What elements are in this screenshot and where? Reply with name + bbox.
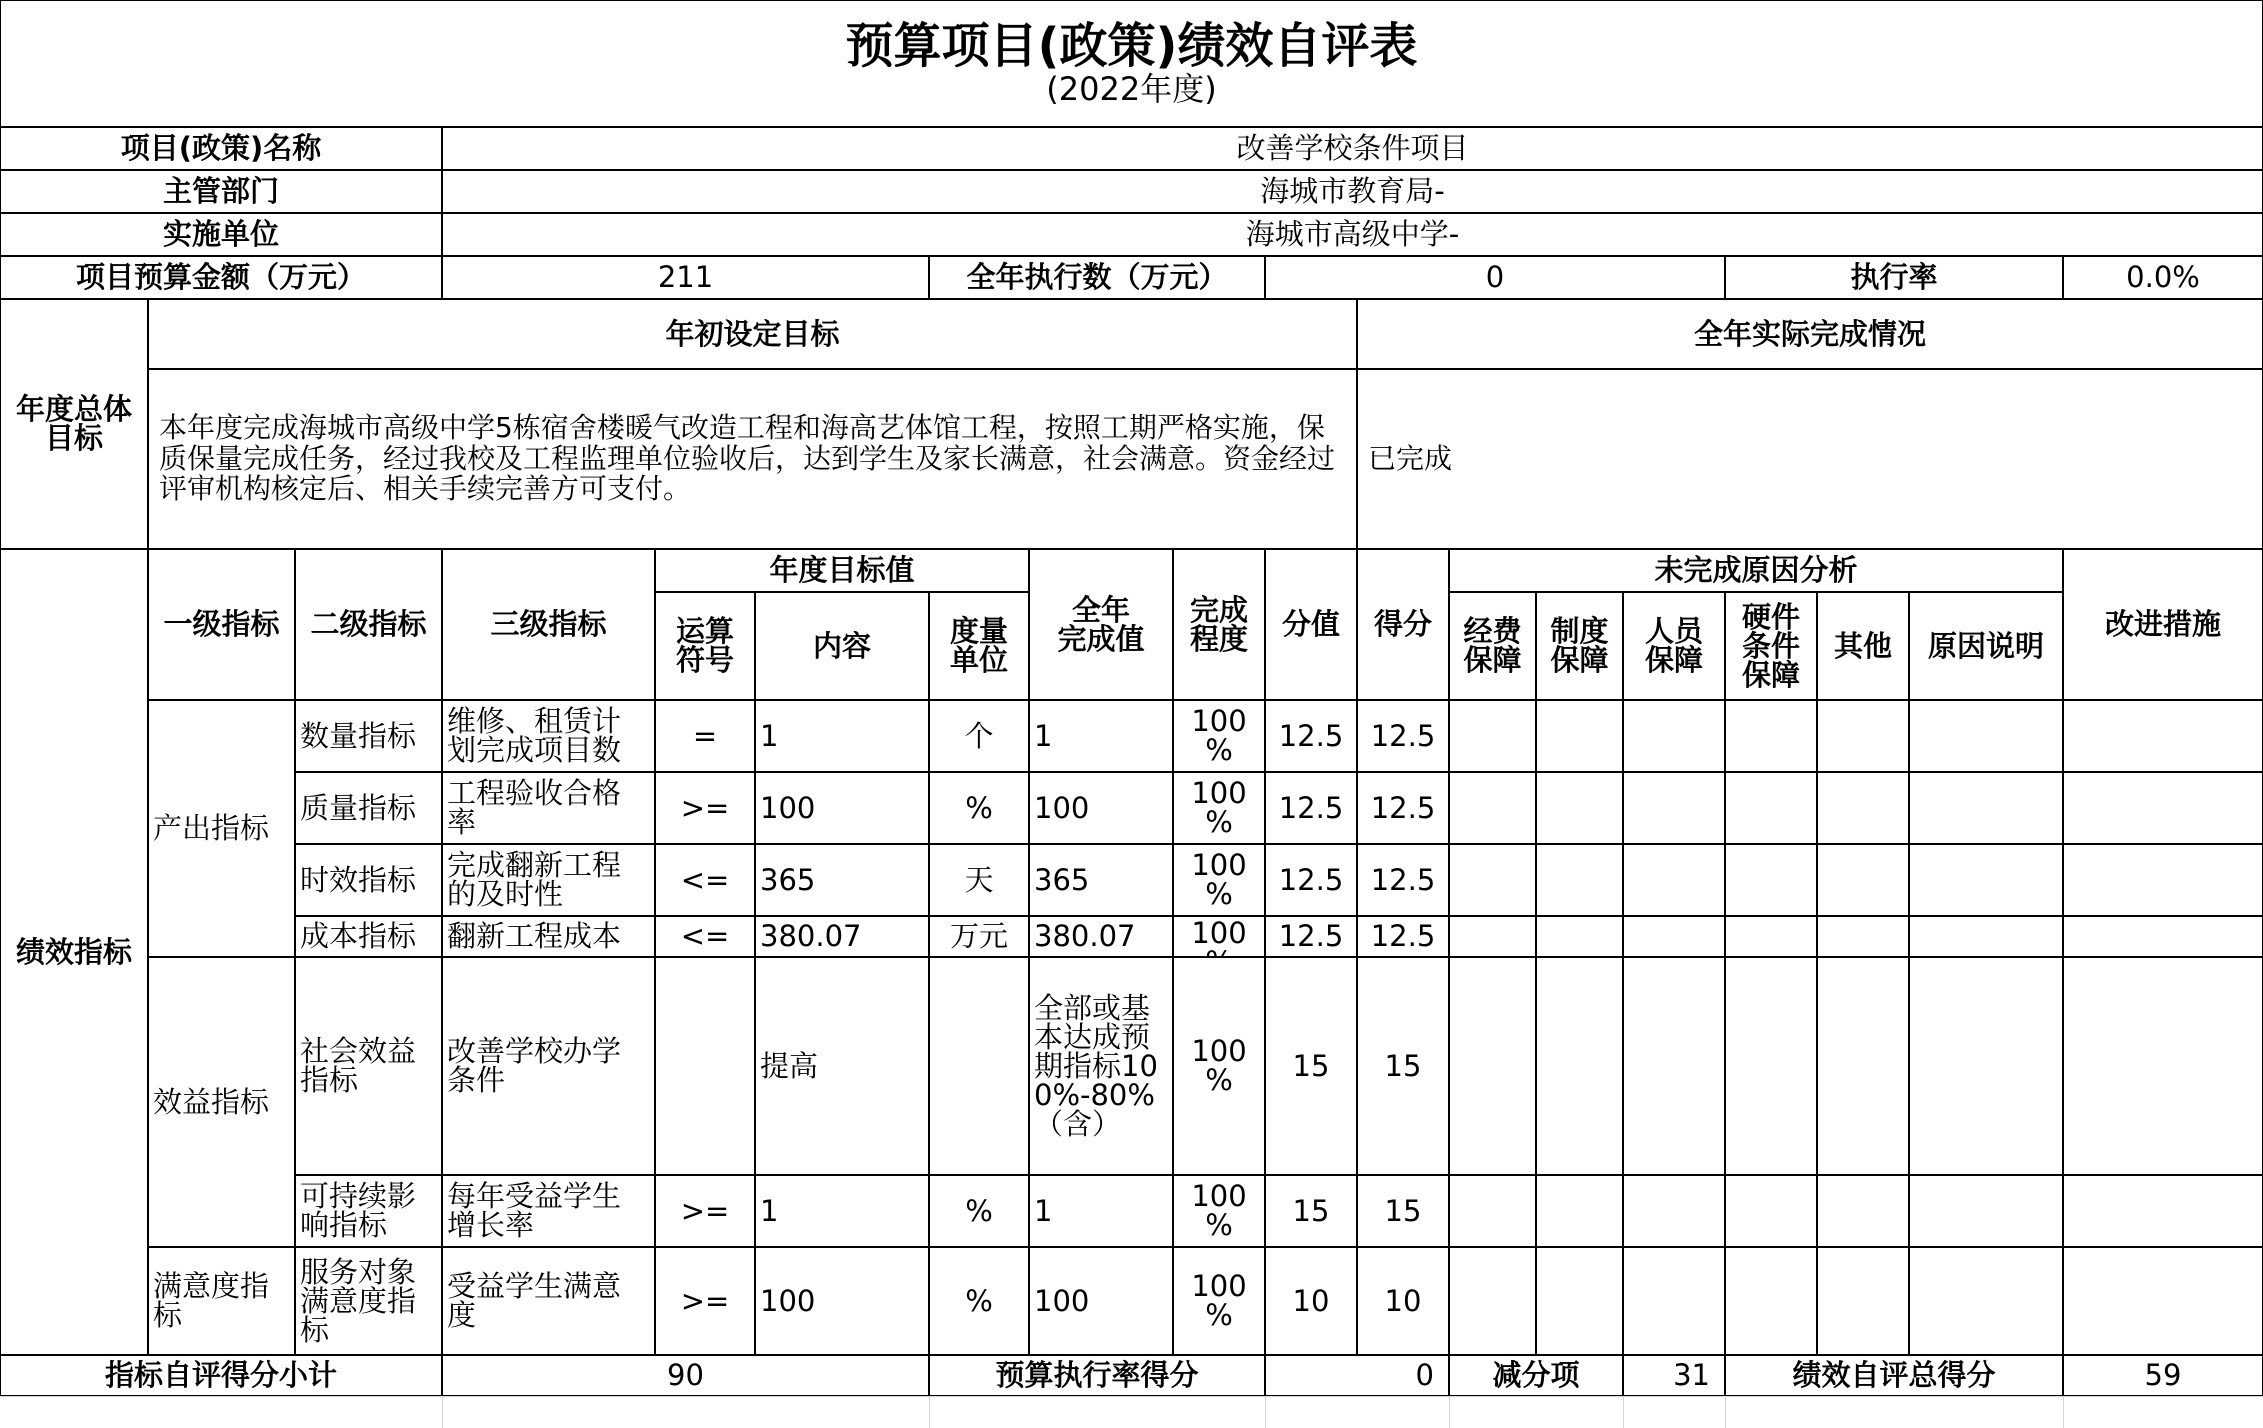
cell-value[interactable]: 15 bbox=[1265, 1175, 1357, 1247]
cell-l3[interactable]: 工程验收合格 率 bbox=[442, 772, 655, 844]
cell-l3[interactable]: 受益学生满意 度 bbox=[442, 1247, 655, 1355]
cell-reason-system[interactable] bbox=[1536, 1175, 1623, 1247]
cell-reason-other[interactable] bbox=[1817, 700, 1909, 772]
cell-l3[interactable]: 翻新工程成本 bbox=[442, 916, 655, 957]
total-label[interactable]: 绩效自评总得分 bbox=[1725, 1355, 2063, 1396]
cell-reason-explain[interactable] bbox=[1909, 844, 2063, 916]
gridline bbox=[1449, 1396, 1450, 1428]
header-reason-hardware[interactable]: 硬件 条件 保障 bbox=[1725, 592, 1817, 700]
cell-reason-staff[interactable] bbox=[1623, 844, 1725, 916]
cell-reason-staff[interactable] bbox=[1623, 772, 1725, 844]
unit-label[interactable]: 实施单位 bbox=[0, 213, 442, 256]
cell-degree[interactable]: 100 bbox=[1173, 916, 1265, 957]
cell-content[interactable]: 100 bbox=[755, 772, 929, 844]
cell-score[interactable]: 12.5 bbox=[1357, 844, 1449, 916]
header-degree[interactable]: 完成 程度 bbox=[1173, 549, 1265, 700]
header-reason-explain[interactable]: 原因说明 bbox=[1909, 592, 2063, 700]
cell-reason-hardware[interactable] bbox=[1725, 772, 1817, 844]
cell-improve[interactable] bbox=[2063, 772, 2263, 844]
cell-content[interactable]: 提高 bbox=[755, 957, 929, 1175]
gridline bbox=[1725, 1396, 1726, 1428]
cell-content[interactable]: 365 bbox=[755, 844, 929, 916]
cell-l2[interactable]: 质量指标 bbox=[295, 772, 442, 844]
cell-reason-system[interactable] bbox=[1536, 916, 1623, 957]
initial-goal-text[interactable]: 本年度完成海城市高级中学5栋宿舍楼暖气改造工程和海高艺体馆工程，按照工期严格实施，保质保量完成任务，经过我校及工程监理单位验收后，达到学生及家长满意，社会满意。资金经过评审机构核定后、相关手续完善方可支付。 bbox=[148, 369, 1357, 549]
cell-reason-other[interactable] bbox=[1817, 772, 1909, 844]
header-actual[interactable]: 全年 完成值 bbox=[1029, 549, 1173, 700]
gridline bbox=[1265, 1396, 1266, 1428]
header-level3[interactable]: 三级指标 bbox=[442, 549, 655, 700]
cell-l2[interactable]: 时效指标 bbox=[295, 844, 442, 916]
rate-label[interactable]: 执行率 bbox=[1725, 256, 2063, 299]
cell-reason-hardware[interactable] bbox=[1725, 916, 1817, 957]
group-satisfaction[interactable]: 满意度指 标 bbox=[148, 1247, 295, 1355]
cell-reason-staff[interactable] bbox=[1623, 700, 1725, 772]
cell-unit[interactable]: % bbox=[929, 772, 1029, 844]
cell-reason-fund[interactable] bbox=[1449, 1247, 1536, 1355]
cell-l3[interactable]: 改善学校办学 条件 bbox=[442, 957, 655, 1175]
cell-degree[interactable]: 100 % bbox=[1173, 1247, 1265, 1355]
cell-reason-hardware[interactable] bbox=[1725, 844, 1817, 916]
cell-reason-explain[interactable] bbox=[1909, 772, 2063, 844]
header-reason-other[interactable]: 其他 bbox=[1817, 592, 1909, 700]
gridline bbox=[0, 1396, 2263, 1397]
cell-content[interactable]: 380.07 bbox=[755, 916, 929, 957]
cell-l3[interactable]: 每年受益学生 增长率 bbox=[442, 1175, 655, 1247]
cell-op[interactable]: >= bbox=[655, 1175, 755, 1247]
cell-actual[interactable]: 全部或基 本达成预 期指标10 0%-80% （含） bbox=[1029, 957, 1173, 1175]
cell-actual[interactable]: 100 bbox=[1029, 1247, 1173, 1355]
subtotal-label[interactable]: 指标自评得分小计 bbox=[0, 1355, 442, 1396]
header-unit[interactable]: 度量 单位 bbox=[929, 592, 1029, 700]
gridline bbox=[929, 1396, 930, 1428]
cell-unit[interactable]: % bbox=[929, 1247, 1029, 1355]
header-level1[interactable]: 一级指标 bbox=[148, 549, 295, 700]
cell-value[interactable]: 12.5 bbox=[1265, 844, 1357, 916]
cell-score[interactable]: 15 bbox=[1357, 1175, 1449, 1247]
cell-actual[interactable]: 1 bbox=[1029, 700, 1173, 772]
header-operator[interactable]: 运算 符号 bbox=[655, 592, 755, 700]
budget-value[interactable]: 211 bbox=[442, 256, 929, 299]
gridline bbox=[442, 1396, 443, 1428]
cell-content[interactable]: 1 bbox=[755, 1175, 929, 1247]
cell-reason-staff[interactable] bbox=[1623, 1175, 1725, 1247]
cell-score[interactable]: 12.5 bbox=[1357, 700, 1449, 772]
cell-value[interactable]: 15 bbox=[1265, 957, 1357, 1175]
cell-reason-system[interactable] bbox=[1536, 772, 1623, 844]
cell-op[interactable] bbox=[655, 957, 755, 1175]
cell-degree[interactable]: 100 % bbox=[1173, 957, 1265, 1175]
actual-completion-header[interactable]: 全年实际完成情况 bbox=[1357, 299, 2263, 369]
cell-reason-staff[interactable] bbox=[1623, 1247, 1725, 1355]
header-reason-staff[interactable]: 人员 保障 bbox=[1623, 592, 1725, 700]
cell-op[interactable]: = bbox=[655, 700, 755, 772]
header-reason-group[interactable]: 未完成原因分析 bbox=[1449, 549, 2063, 592]
cell-l2[interactable]: 服务对象 满意度指 标 bbox=[295, 1247, 442, 1355]
exec-value[interactable]: 0 bbox=[1265, 256, 1725, 299]
cell-reason-hardware[interactable] bbox=[1725, 957, 1817, 1175]
cell-score[interactable]: 10 bbox=[1357, 1247, 1449, 1355]
page-title: 预算项目(政策)绩效自评表 bbox=[845, 17, 1418, 74]
header-target-group[interactable]: 年度目标值 bbox=[655, 549, 1029, 592]
actual-completion-text[interactable]: 已完成 bbox=[1357, 369, 2263, 549]
cell-actual[interactable]: 100 bbox=[1029, 772, 1173, 844]
cell-op[interactable]: >= bbox=[655, 772, 755, 844]
cell-actual[interactable]: 380.07 bbox=[1029, 916, 1173, 957]
cell-reason-fund[interactable] bbox=[1449, 772, 1536, 844]
cell-reason-system[interactable] bbox=[1536, 844, 1623, 916]
header-score[interactable]: 得分 bbox=[1357, 549, 1449, 700]
cell-op[interactable]: <= bbox=[655, 916, 755, 957]
project-name-value[interactable]: 改善学校条件项目 bbox=[442, 127, 2263, 170]
cell-reason-system[interactable] bbox=[1536, 700, 1623, 772]
cell-reason-staff[interactable] bbox=[1623, 916, 1725, 957]
header-score-value[interactable]: 分值 bbox=[1265, 549, 1357, 700]
total-value[interactable]: 59 bbox=[2063, 1355, 2263, 1396]
dept-value[interactable]: 海城市教育局- bbox=[442, 170, 2263, 213]
cell-reason-explain[interactable] bbox=[1909, 957, 2063, 1175]
cell-reason-fund[interactable] bbox=[1449, 700, 1536, 772]
cell-value[interactable]: 10 bbox=[1265, 1247, 1357, 1355]
cell-value[interactable]: 12.5 bbox=[1265, 916, 1357, 957]
cell-improve[interactable] bbox=[2063, 844, 2263, 916]
cell-reason-other[interactable] bbox=[1817, 1175, 1909, 1247]
gridline bbox=[2063, 1396, 2064, 1428]
cell-score[interactable]: 15 bbox=[1357, 957, 1449, 1175]
cell-improve[interactable] bbox=[2063, 1175, 2263, 1247]
cell-reason-other[interactable] bbox=[1817, 957, 1909, 1175]
cell-reason-hardware[interactable] bbox=[1725, 1247, 1817, 1355]
cell-l3[interactable]: 维修、租赁计 划完成项目数 bbox=[442, 700, 655, 772]
cell-l2[interactable]: 数量指标 bbox=[295, 700, 442, 772]
header-improve[interactable]: 改进措施 bbox=[2063, 549, 2263, 700]
project-name-label[interactable]: 项目(政策)名称 bbox=[0, 127, 442, 170]
annual-goal-label[interactable]: 年度总体 目标 bbox=[0, 299, 148, 549]
cell-reason-fund[interactable] bbox=[1449, 916, 1536, 957]
cell-unit[interactable]: 天 bbox=[929, 844, 1029, 916]
cell-l2[interactable]: 成本指标 bbox=[295, 916, 442, 957]
cell-l2[interactable]: 可持续影 响指标 bbox=[295, 1175, 442, 1247]
cell-reason-explain[interactable] bbox=[1909, 1247, 2063, 1355]
subtotal-value[interactable]: 90 bbox=[442, 1355, 929, 1396]
cell-degree[interactable]: 100 % bbox=[1173, 1175, 1265, 1247]
cell-degree[interactable]: 100 % bbox=[1173, 772, 1265, 844]
cell-unit[interactable]: 个 bbox=[929, 700, 1029, 772]
cell-content[interactable]: 1 bbox=[755, 700, 929, 772]
cell-degree[interactable]: 100 % bbox=[1173, 700, 1265, 772]
cell-value[interactable]: 12.5 bbox=[1265, 700, 1357, 772]
perf-indicator-label[interactable]: 绩效指标 bbox=[0, 549, 148, 1355]
title-cell[interactable] bbox=[0, 0, 2263, 127]
cell-unit[interactable] bbox=[929, 957, 1029, 1175]
cell-unit[interactable]: 万元 bbox=[929, 916, 1029, 957]
cell-value[interactable]: 12.5 bbox=[1265, 772, 1357, 844]
page-subtitle: (2022年度) bbox=[1046, 70, 1217, 109]
budget-score-label[interactable]: 预算执行率得分 bbox=[929, 1355, 1265, 1396]
initial-goal-header[interactable]: 年初设定目标 bbox=[148, 299, 1357, 369]
cell-reason-staff[interactable] bbox=[1623, 957, 1725, 1175]
budget-score-value[interactable]: 0 bbox=[1265, 1355, 1449, 1396]
cell-degree[interactable]: 100 % bbox=[1173, 844, 1265, 916]
cell-improve[interactable] bbox=[2063, 957, 2263, 1175]
cell-reason-fund[interactable] bbox=[1449, 957, 1536, 1175]
cell-reason-fund[interactable] bbox=[1449, 1175, 1536, 1247]
deduct-label[interactable]: 减分项 bbox=[1449, 1355, 1623, 1396]
budget-label[interactable]: 项目预算金额（万元） bbox=[0, 256, 442, 299]
cell-reason-other[interactable] bbox=[1817, 916, 1909, 957]
cell-reason-explain[interactable] bbox=[1909, 1175, 2063, 1247]
cell-reason-other[interactable] bbox=[1817, 844, 1909, 916]
header-reason-system[interactable]: 制度 保障 bbox=[1536, 592, 1623, 700]
cell-op[interactable]: <= bbox=[655, 844, 755, 916]
cell-actual[interactable]: 1 bbox=[1029, 1175, 1173, 1247]
cell-reason-other[interactable] bbox=[1817, 1247, 1909, 1355]
cell-content[interactable]: 100 bbox=[755, 1247, 929, 1355]
cell-reason-explain[interactable] bbox=[1909, 916, 2063, 957]
gridline bbox=[1623, 1396, 1624, 1428]
cell-op[interactable]: >= bbox=[655, 1247, 755, 1355]
cell-actual[interactable]: 365 bbox=[1029, 844, 1173, 916]
group-benefit[interactable]: 效益指标 bbox=[148, 957, 295, 1247]
cell-improve[interactable] bbox=[2063, 700, 2263, 772]
exec-label[interactable]: 全年执行数（万元） bbox=[929, 256, 1265, 299]
header-content[interactable]: 内容 bbox=[755, 592, 929, 700]
deduct-value[interactable]: 31 bbox=[1623, 1355, 1725, 1396]
cell-l3[interactable]: 完成翻新工程 的及时性 bbox=[442, 844, 655, 916]
cell-improve[interactable] bbox=[2063, 916, 2263, 957]
cell-l2[interactable]: 社会效益 指标 bbox=[295, 957, 442, 1175]
cell-score[interactable]: 12.5 bbox=[1357, 772, 1449, 844]
cell-reason-hardware[interactable] bbox=[1725, 1175, 1817, 1247]
cell-reason-explain[interactable] bbox=[1909, 700, 2063, 772]
cell-reason-system[interactable] bbox=[1536, 957, 1623, 1175]
cell-score[interactable]: 12.5 bbox=[1357, 916, 1449, 957]
cell-reason-fund[interactable] bbox=[1449, 844, 1536, 916]
cell-reason-system[interactable] bbox=[1536, 1247, 1623, 1355]
header-level2[interactable]: 二级指标 bbox=[295, 549, 442, 700]
cell-unit[interactable]: % bbox=[929, 1175, 1029, 1247]
cell-improve[interactable] bbox=[2063, 1247, 2263, 1355]
group-output[interactable]: 产出指标 bbox=[148, 700, 295, 957]
rate-value[interactable]: 0.0% bbox=[2063, 256, 2263, 299]
cell-reason-hardware[interactable] bbox=[1725, 700, 1817, 772]
dept-label[interactable]: 主管部门 bbox=[0, 170, 442, 213]
unit-value[interactable]: 海城市高级中学- bbox=[442, 213, 2263, 256]
header-reason-fund[interactable]: 经费 保障 bbox=[1449, 592, 1536, 700]
